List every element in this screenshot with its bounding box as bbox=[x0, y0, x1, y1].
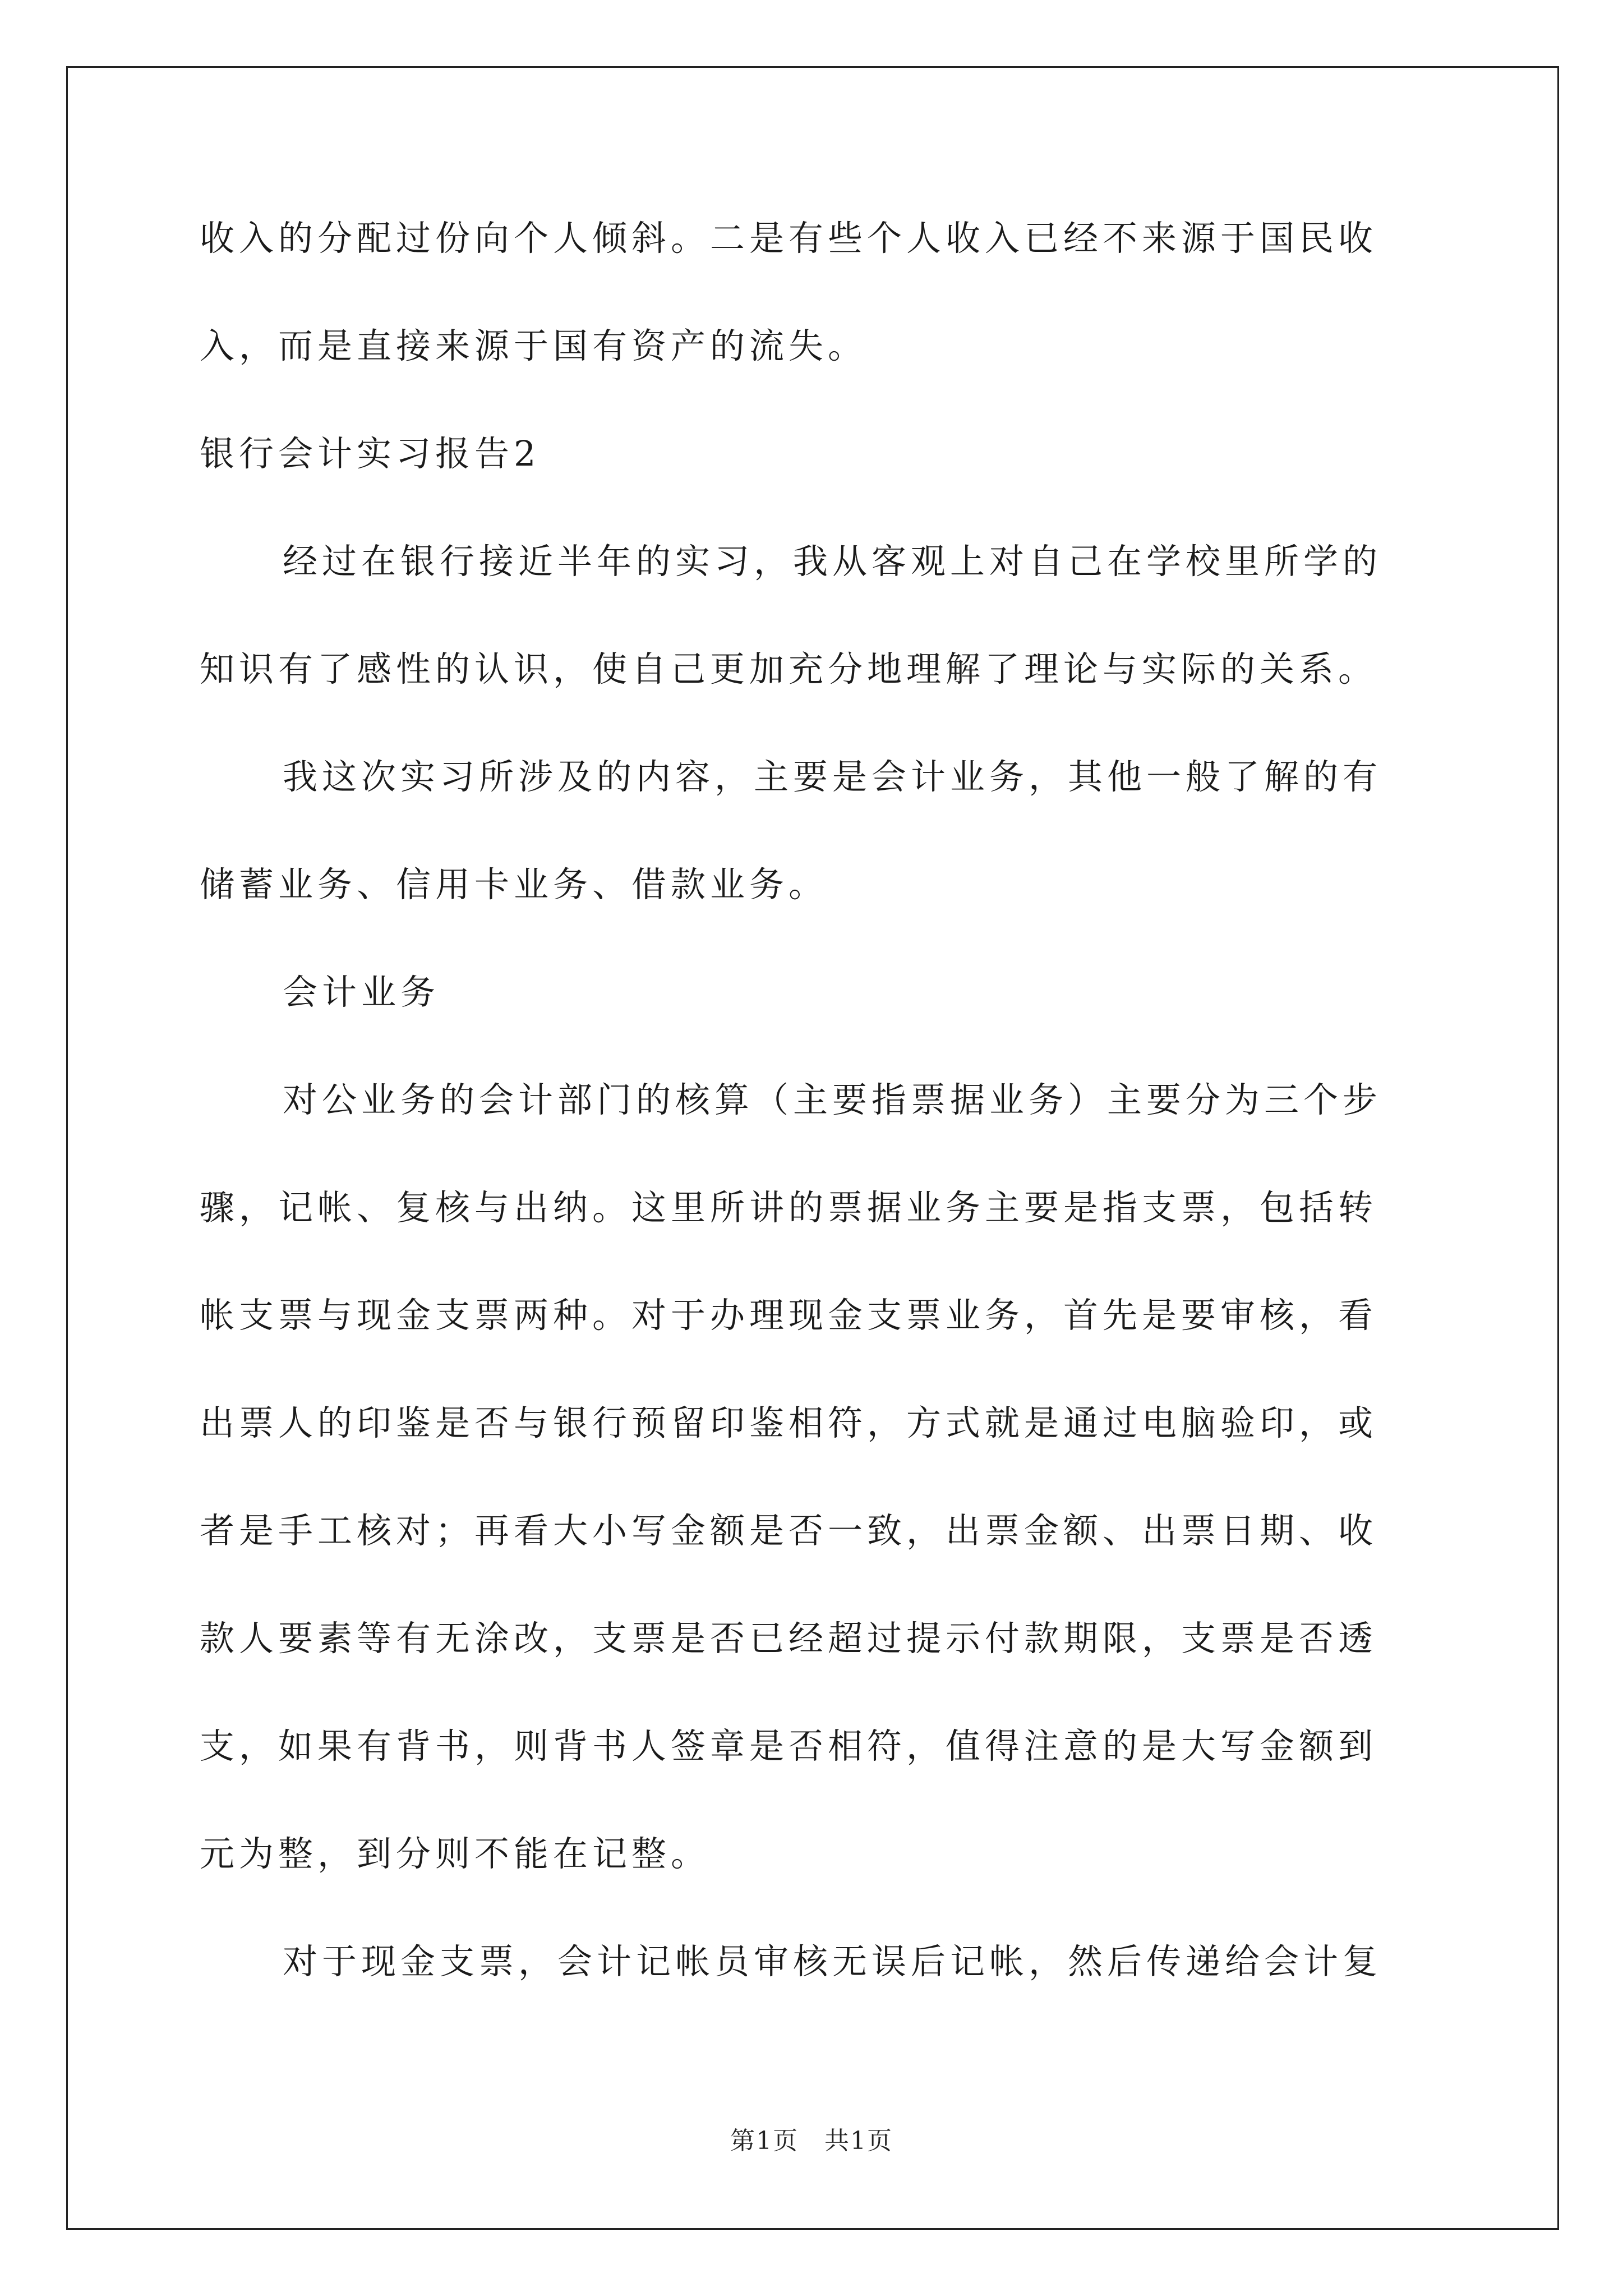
text-line: 入，而是直接来源于国有资产的流失。 bbox=[200, 325, 868, 366]
section-heading: 银行会计实习报告2 bbox=[200, 433, 541, 474]
subsection-heading: 会计业务 bbox=[283, 972, 440, 1013]
text-line: 储蓄业务、信用卡业务、借款业务。 bbox=[200, 864, 828, 905]
text-line: 对于现金支票，会计记帐员审核无误后记帐，然后传递给会计复 bbox=[283, 1941, 1382, 1982]
page-footer: 第1页 共1页 bbox=[730, 2127, 893, 2155]
text-line: 知识有了感性的认识，使自己更加充分地理解了理论与实际的关系。 bbox=[200, 648, 1378, 689]
document-body bbox=[200, 213, 1428, 2044]
text-line: 收入的分配过份向个人倾斜。二是有些个人收入已经不来源于国民收 bbox=[200, 218, 1378, 259]
text-line: 出票人的印鉴是否与银行预留印鉴相符，方式就是通过电脑验印，或 bbox=[200, 1402, 1378, 1443]
text-line: 对公业务的会计部门的核算（主要指票据业务）主要分为三个步 bbox=[283, 1079, 1382, 1120]
text-line: 我这次实习所涉及的内容，主要是会计业务，其他一般了解的有 bbox=[283, 756, 1382, 797]
text-line: 者是手工核对；再看大小写金额是否一致，出票金额、出票日期、收 bbox=[200, 1510, 1378, 1551]
text-line: 帐支票与现金支票两种。对于办理现金支票业务，首先是要审核，看 bbox=[200, 1295, 1378, 1336]
text-line: 元为整，到分则不能在记整。 bbox=[200, 1833, 711, 1874]
text-line: 骤，记帐、复核与出纳。这里所讲的票据业务主要是指支票，包括转 bbox=[200, 1187, 1378, 1228]
text-line: 款人要素等有无涂改，支票是否已经超过提示付款期限，支票是否透 bbox=[200, 1618, 1378, 1659]
text-line: 经过在银行接近半年的实习，我从客观上对自己在学校里所学的 bbox=[283, 541, 1382, 582]
text-line: 支，如果有背书，则背书人签章是否相符，值得注意的是大写金额到 bbox=[200, 1726, 1378, 1766]
